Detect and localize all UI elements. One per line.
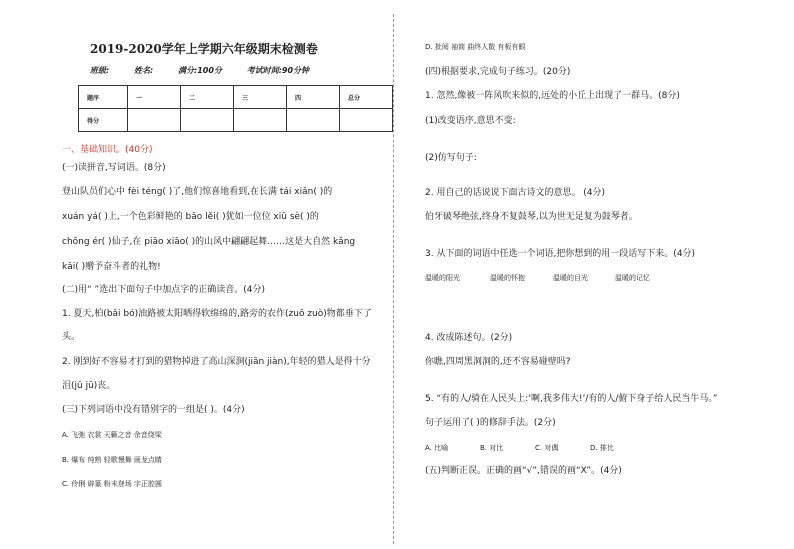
question-subpart: (1)改变语序,意思不变: [425, 116, 516, 126]
name-label: 姓名: [134, 66, 154, 75]
option-c: C. 伶俐 辟篆 粉末登场 字正腔圆 [62, 480, 163, 488]
quoted-text: 伯牙破琴绝弦,终身不复鼓琴,以为世无足复为鼓琴者。 [425, 212, 638, 222]
score-cell [287, 109, 340, 132]
score-header-cell: 总分 [340, 86, 393, 109]
question-text: 1. 夏天,柏(bǎi bó)油路被太阳晒得软绵绵的,路旁的农作(zuō zuò)物都垂下了 [62, 309, 372, 319]
score-header-cell: 二 [181, 86, 234, 109]
score-table-header-row [79, 86, 393, 109]
score-header-cell: 题序 [79, 86, 128, 109]
question-title: (二)用“ ”选出下面句子中加点字的正确读音。(4分) [62, 285, 265, 295]
section-heading: 一、基础知识。(40分) [62, 145, 153, 155]
word-option: 温暖的记忆 [615, 274, 650, 282]
quoted-text: 你瞧,四周黑洞洞的,还不容易碰壁吗? [425, 357, 571, 367]
question-title: (一)读拼音,写词语。(8分) [62, 163, 166, 173]
choice-option: C. 对偶 [535, 444, 559, 452]
full-score-label: 满分:100分 [178, 66, 222, 75]
word-option: 温暖的目光 [553, 274, 588, 282]
choice-option: A. 比喻 [425, 444, 449, 452]
score-header-cell: 四 [287, 86, 340, 109]
question-text: 1. 忽然,像被一阵风吹来似的,远处的小丘上出现了一群马。(8分) [425, 91, 680, 101]
question-text: 2. 用自己的话说说下面古诗文的意思。 (4分) [425, 188, 606, 198]
question-text: 5. “有的人/骑在人民头上:‘啊,我多伟大!’/有的人/俯下身子给人民当牛马。” [425, 394, 718, 404]
score-cell [128, 109, 181, 132]
exam-info-line [90, 65, 331, 76]
option-b: B. 爆布 纯熟 轻歌慢舞 画龙点睛 [62, 456, 162, 464]
class-label: 班级: [90, 66, 110, 75]
score-cell [234, 109, 287, 132]
question-text: 头。 [62, 332, 81, 342]
word-option: 温暖的怀抱 [490, 274, 525, 282]
score-header-cell: 一 [128, 86, 181, 109]
score-table [78, 85, 393, 132]
page-divider [393, 14, 394, 544]
question-text: kǎi( )赠予奋斗者的礼物! [62, 262, 161, 272]
question-text: 3. 从下面的词语中任选一个词语,把你想到的用一段话写下来。(4分) [425, 249, 696, 259]
choice-option: D. 排比 [590, 444, 614, 452]
question-text: 4. 改成陈述句。(2分) [425, 333, 513, 343]
score-header-cell: 三 [234, 86, 287, 109]
question-text: 句子运用了( )的修辞手法。(2分) [425, 418, 556, 428]
question-text: 登山队员们心中 fèi téng( )了,他们惊喜地看到,在长满 tái xiǎn( )的 [62, 187, 333, 197]
exam-time-label: 考试时间:90分钟 [246, 66, 310, 75]
question-text: 2. 刚到好不容易才打到的猎物掉进了高山深涧(jiān jiàn),年轻的猎人是得十分 [62, 357, 371, 367]
question-text: 沮(jǔ jū)丧。 [62, 381, 116, 391]
word-option: 温暖的阳光 [425, 274, 460, 282]
question-text: xuán yá( )上,一个色彩鲜艳的 bāo lěi( )犹如一位位 xiū sè( )的 [62, 212, 319, 222]
question-subpart: (2)仿写句子: [425, 153, 477, 163]
score-table-score-row [79, 109, 393, 132]
option-d: D. 批阅 袖筒 曲终人散 有板有眼 [425, 43, 526, 51]
choice-option: B. 对比 [480, 444, 504, 452]
score-cell [340, 109, 393, 132]
exam-title: 2019-2020学年上学期六年级期末检测卷 [90, 42, 318, 56]
score-row-label: 得分 [79, 109, 128, 132]
question-title: (三)下列词语中没有错别字的一组是( )。(4分) [62, 405, 245, 415]
score-cell [181, 109, 234, 132]
question-text: chōng ér( )仙子,在 piāo xiāo( )的山风中翩翩起舞……这是大自然 kǎng [62, 237, 356, 247]
question-title: (四)根据要求,完成句子练习。(20分) [425, 67, 571, 77]
option-a: A. 飞弛 衣裳 天籁之音 余音绕梁 [62, 431, 162, 439]
question-title: (五)判断正误。正确的画“√”,错误的画“X”。(4分) [425, 466, 622, 476]
